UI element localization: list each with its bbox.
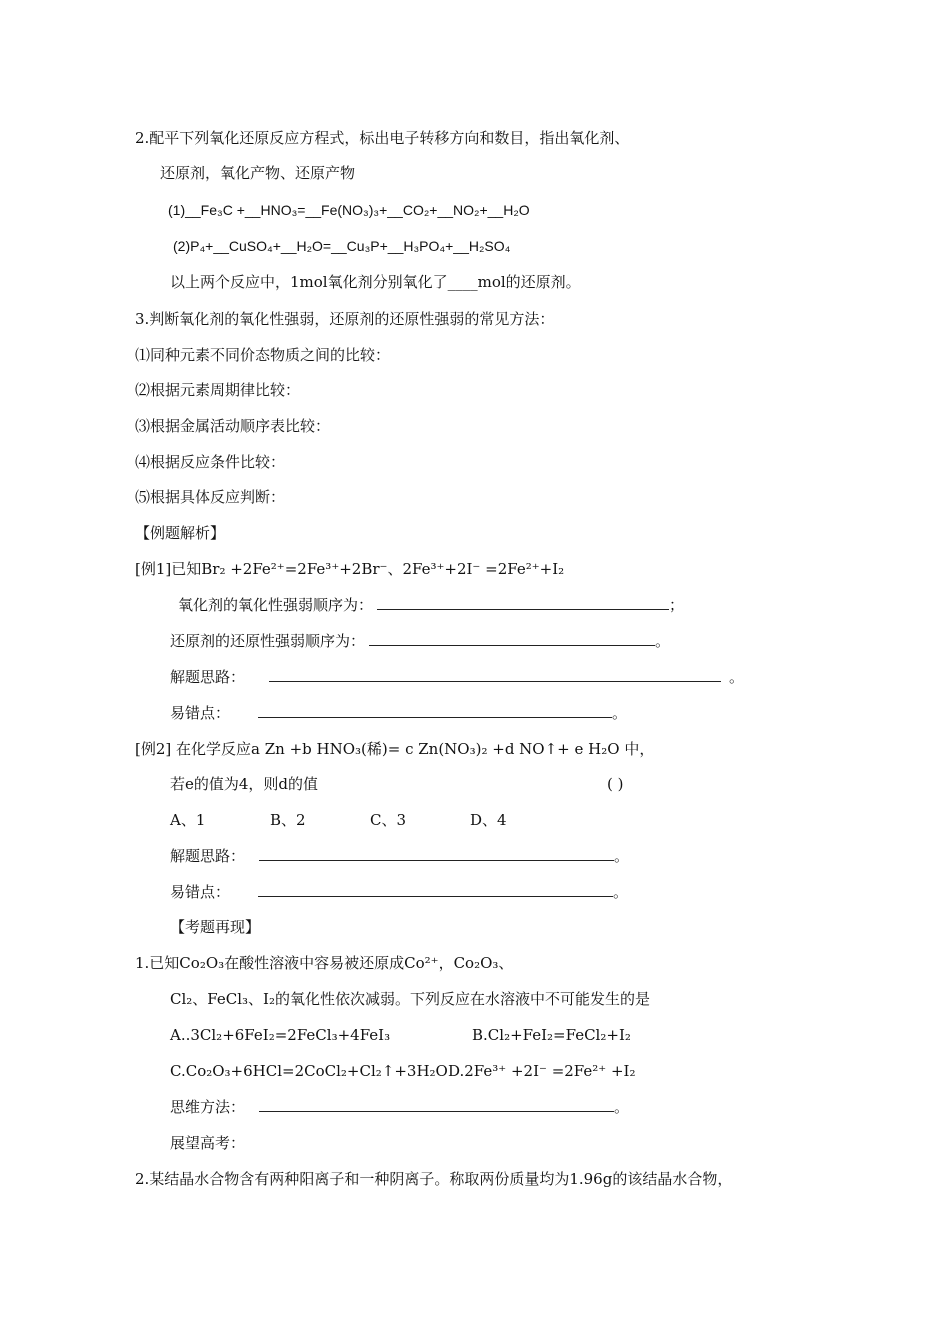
example-1-error-row [170, 703, 627, 723]
example-1-oxidant-row [178, 595, 684, 615]
option-c[interactable]: C、3 [370, 811, 407, 829]
answer-blank[interactable] [377, 595, 669, 610]
section-title-exam: 【考题再现】 [170, 918, 261, 936]
method-label: 思维方法： [170, 1098, 246, 1116]
exam-outlook: 展望高考： [170, 1134, 246, 1152]
answer-paren[interactable]: ( ) [607, 775, 624, 793]
error-end: 。 [612, 704, 628, 722]
example-1-reductant-row [170, 631, 670, 651]
exam-method-row [170, 1097, 629, 1117]
equation-2: (2)P₄+__CuSO₄+__H₂O=__Cu₃P+__H₃PO₄+__H₂SO₄ [173, 238, 511, 254]
section-title-examples: 【例题解析】 [135, 524, 226, 542]
method-item: ⑴同种元素不同价态物质之间的比较： [135, 346, 391, 364]
q2-heading-cont: 还原剂，氧化产物、还原产物 [160, 164, 356, 182]
oxidant-label: 氧化剂的氧化性强弱顺序为： [178, 596, 374, 614]
answer-blank[interactable] [258, 882, 613, 897]
method-item: ⑷根据反应条件比较： [135, 453, 286, 471]
example-2-error-row [170, 882, 628, 902]
q2-heading: 2.配平下列氧化还原反应方程式，标出电子转移方向和数目，指出氧化剂、 [135, 129, 630, 147]
option-a[interactable]: A、1 [170, 811, 206, 829]
answer-blank[interactable] [269, 667, 721, 682]
example-2-stem: [例2] 在化学反应a Zn +b HNO₃(稀)= c Zn(NO₃)₂ +d NO↑+ e H₂O 中， [135, 740, 655, 758]
answer-blank[interactable] [259, 1097, 614, 1112]
idea-label: 解题思路： [170, 668, 246, 686]
oxidant-end: ； [669, 596, 685, 614]
exam-q1-line1: 1.已知Co₂O₃在酸性溶液中容易被还原成Co²⁺，Co₂O₃、 [135, 954, 514, 972]
reductant-label: 还原剂的还原性强弱顺序为： [170, 632, 366, 650]
option-b[interactable]: B、2 [270, 811, 306, 829]
answer-blank[interactable] [259, 846, 614, 861]
q3-heading: 3.判断氧化剂的氧化性强弱，还原剂的还原性强弱的常见方法： [135, 310, 555, 328]
answer-blank[interactable] [369, 631, 655, 646]
exam-option-b[interactable]: B.Cl₂+FeI₂=FeCl₂+I₂ [472, 1026, 631, 1044]
equation-1: (1)__Fe₃C +__HNO₃=__Fe(NO₃)₃+__CO₂+__NO₂+__H₂O [168, 202, 530, 218]
example-1-idea-row [170, 667, 744, 687]
method-item: ⑶根据金属活动顺序表比较： [135, 417, 331, 435]
idea-end: 。 [729, 668, 745, 686]
reductant-end: 。 [655, 632, 671, 650]
exam-q2-line1: 2.某结晶水合物含有两种阳离子和一种阴离子。称取两份质量均为1.96g的该结晶水合物， [135, 1170, 733, 1188]
example-2-idea-row [170, 846, 629, 866]
error-end: 。 [613, 883, 629, 901]
exam-option-c[interactable]: C.Co₂O₃+6HCl=2CoCl₂+Cl₂↑+3H₂O [170, 1062, 448, 1080]
method-end: 。 [614, 1098, 630, 1116]
exam-option-d[interactable]: D.2Fe³⁺ +2I⁻ =2Fe²⁺ +I₂ [448, 1062, 636, 1080]
q2-summary: 以上两个反应中，1mol氧化剂分别氧化了____mol的还原剂。 [170, 273, 581, 291]
answer-blank[interactable] [258, 703, 612, 718]
error-label: 易错点： [170, 883, 231, 901]
idea-label: 解题思路： [170, 847, 246, 865]
example-1-stem: [例1]已知Br₂ +2Fe²⁺=2Fe³⁺+2Br⁻、2Fe³⁺+2I⁻ =2Fe²⁺+I₂ [135, 560, 565, 578]
method-item: ⑸根据具体反应判断： [135, 488, 286, 506]
example-2-condition: 若e的值为4，则d的值 [170, 775, 319, 793]
exam-q1-line2: Cl₂、FeCl₃、I₂的氧化性依次减弱。下列反应在水溶液中不可能发生的是 [170, 990, 650, 1008]
option-d[interactable]: D、4 [470, 811, 507, 829]
method-item: ⑵根据元素周期律比较： [135, 381, 301, 399]
error-label: 易错点： [170, 704, 231, 722]
exam-option-a[interactable]: A..3Cl₂+6FeI₂=2FeCl₃+4FeI₃ [170, 1026, 391, 1044]
idea-end: 。 [614, 847, 630, 865]
